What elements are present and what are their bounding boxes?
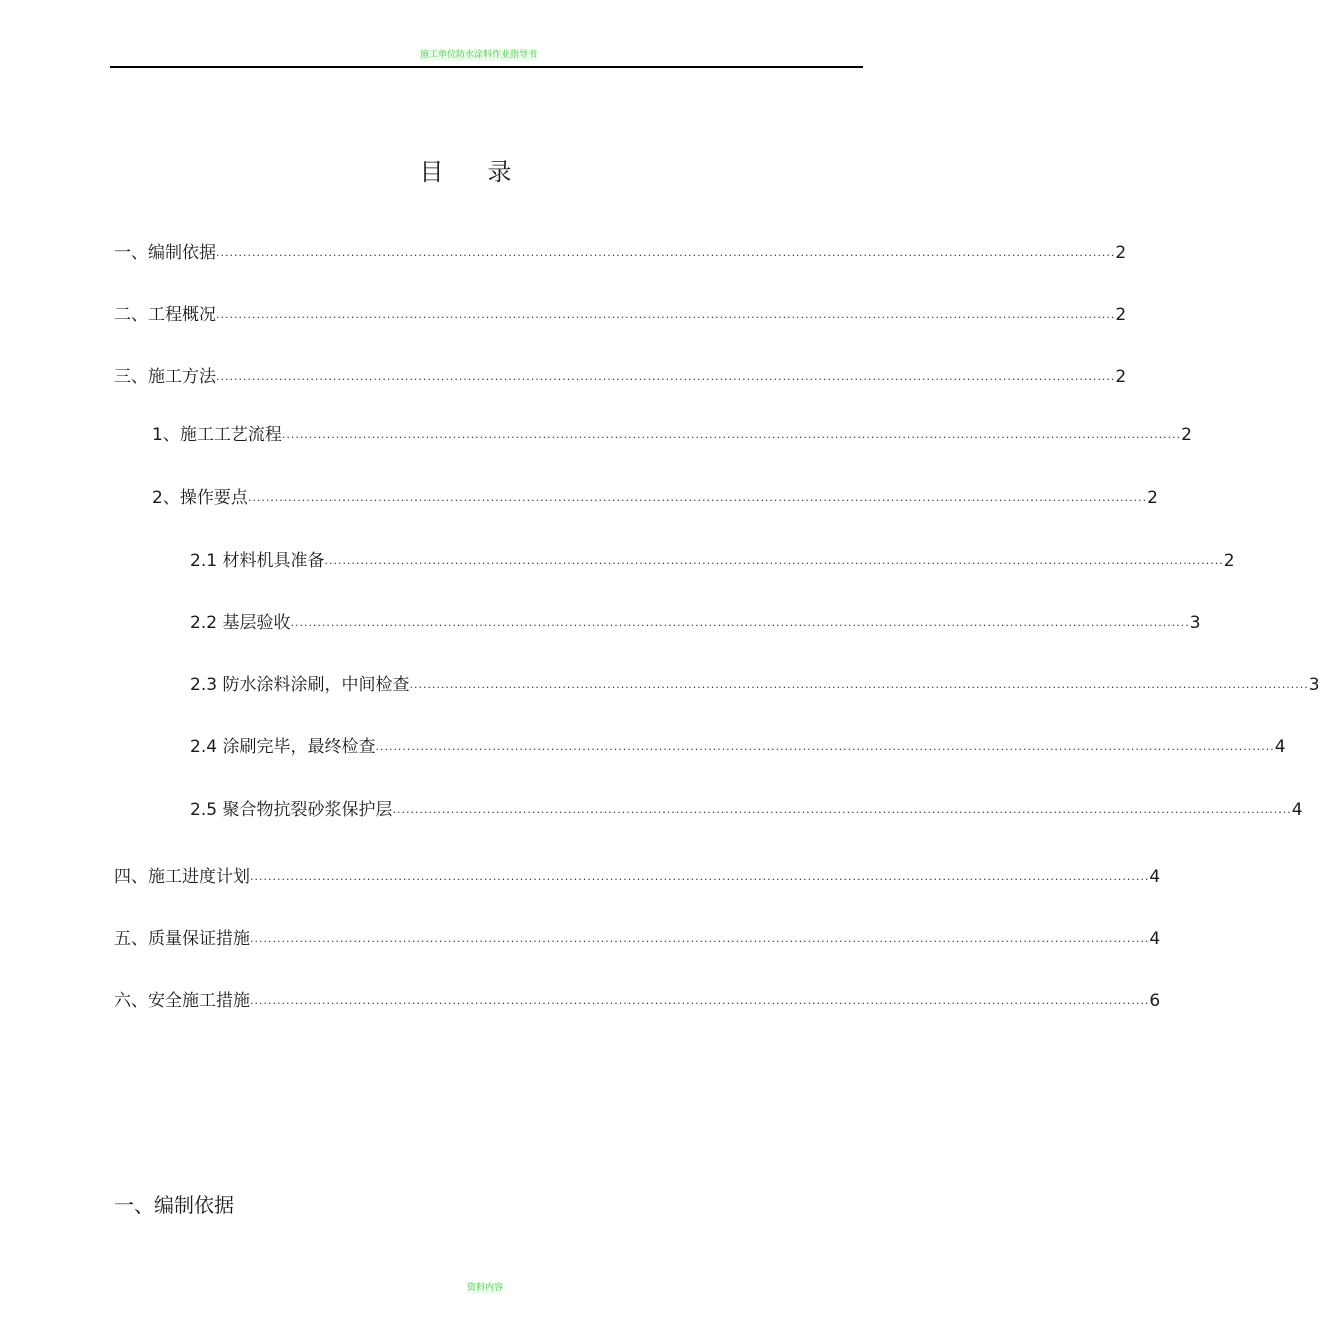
toc-entry-label: 2、操作要点 [152,488,248,508]
toc-entry[interactable] [114,864,1161,888]
toc-entry-label: 1、施工工艺流程 [152,425,282,445]
toc-entry-page: 4 [1291,800,1303,820]
toc-leader-dots: ........................................................................................................................................................................................................ [409,678,1309,691]
toc-leader-dots: ........................................................................................................................................................................................................ [281,428,1182,441]
toc-entry-page: 3 [1308,675,1320,695]
footer-text: 资料内容 [467,1283,504,1293]
toc-entry-label: 2.1 材料机具准备 [190,551,325,571]
toc-entry-page: 2 [1115,305,1127,325]
toc-entry[interactable] [114,240,1127,264]
toc-leader-dots: ........................................................................................................................................................................................................ [290,616,1190,629]
toc-entry-label: 三、施工方法 [114,367,216,387]
toc-entry-page: 4 [1149,929,1161,949]
toc-entry-label: 2.5 聚合物抗裂砂浆保护层 [190,800,393,820]
toc-entry-page: 2 [1223,551,1235,571]
toc-entry[interactable] [114,926,1161,950]
toc-entry[interactable] [114,988,1161,1012]
toc-entry[interactable] [190,548,1235,572]
toc-leader-dots: ........................................................................................................................................................................................................ [392,803,1292,816]
toc-entry-page: 3 [1189,613,1201,633]
toc-entry-page: 2 [1181,425,1192,445]
toc-leader-dots: ........................................................................................................................................................................................................ [250,932,1150,945]
toc-entry-page: 2 [1115,367,1127,387]
toc-entry[interactable] [114,364,1127,388]
toc-leader-dots: ........................................................................................................................................................................................................ [250,870,1150,883]
toc-entry[interactable] [190,610,1201,634]
toc-title: 目录 [419,158,556,186]
section-heading: 一、编制依据 [114,1193,234,1217]
toc-entry[interactable] [190,797,1303,821]
toc-entry-label: 2.4 涂刷完毕，最终检查 [190,737,376,757]
toc-entry-page: 2 [1115,243,1127,263]
toc-leader-dots: ........................................................................................................................................................................................................ [216,370,1116,383]
toc-leader-dots: ........................................................................................................................................................................................................ [216,308,1116,321]
toc-entry-label: 四、施工进度计划 [114,867,250,887]
header-divider [110,66,863,68]
toc-leader-dots: ........................................................................................................................................................................................................ [216,246,1116,259]
toc-entry-page: 4 [1274,737,1286,757]
toc-entry[interactable] [152,485,1158,509]
toc-leader-dots: ........................................................................................................................................................................................................ [324,554,1224,567]
toc-leader-dots: ........................................................................................................................................................................................................ [247,491,1148,504]
toc-entry-label: 2.2 基层验收 [190,613,291,633]
toc-entry[interactable] [190,672,1320,696]
header-text: 施工单位防水涂料作业指导书 [420,50,538,60]
toc-entry-label: 二、工程概况 [114,305,216,325]
toc-entry-page: 6 [1149,991,1161,1011]
toc-entry-label: 一、编制依据 [114,243,216,263]
toc-leader-dots: ........................................................................................................................................................................................................ [375,740,1275,753]
toc-entry-page: 4 [1149,867,1161,887]
toc-entry[interactable] [114,302,1127,326]
toc-entry[interactable] [190,734,1286,758]
toc-entry-label: 六、安全施工措施 [114,991,250,1011]
toc-entry-page: 2 [1147,488,1158,508]
toc-entry[interactable] [152,422,1192,446]
toc-leader-dots: ........................................................................................................................................................................................................ [250,994,1150,1007]
toc-entry-label: 2.3 防水涂料涂刷，中间检查 [190,675,410,695]
toc-entry-label: 五、质量保证措施 [114,929,250,949]
